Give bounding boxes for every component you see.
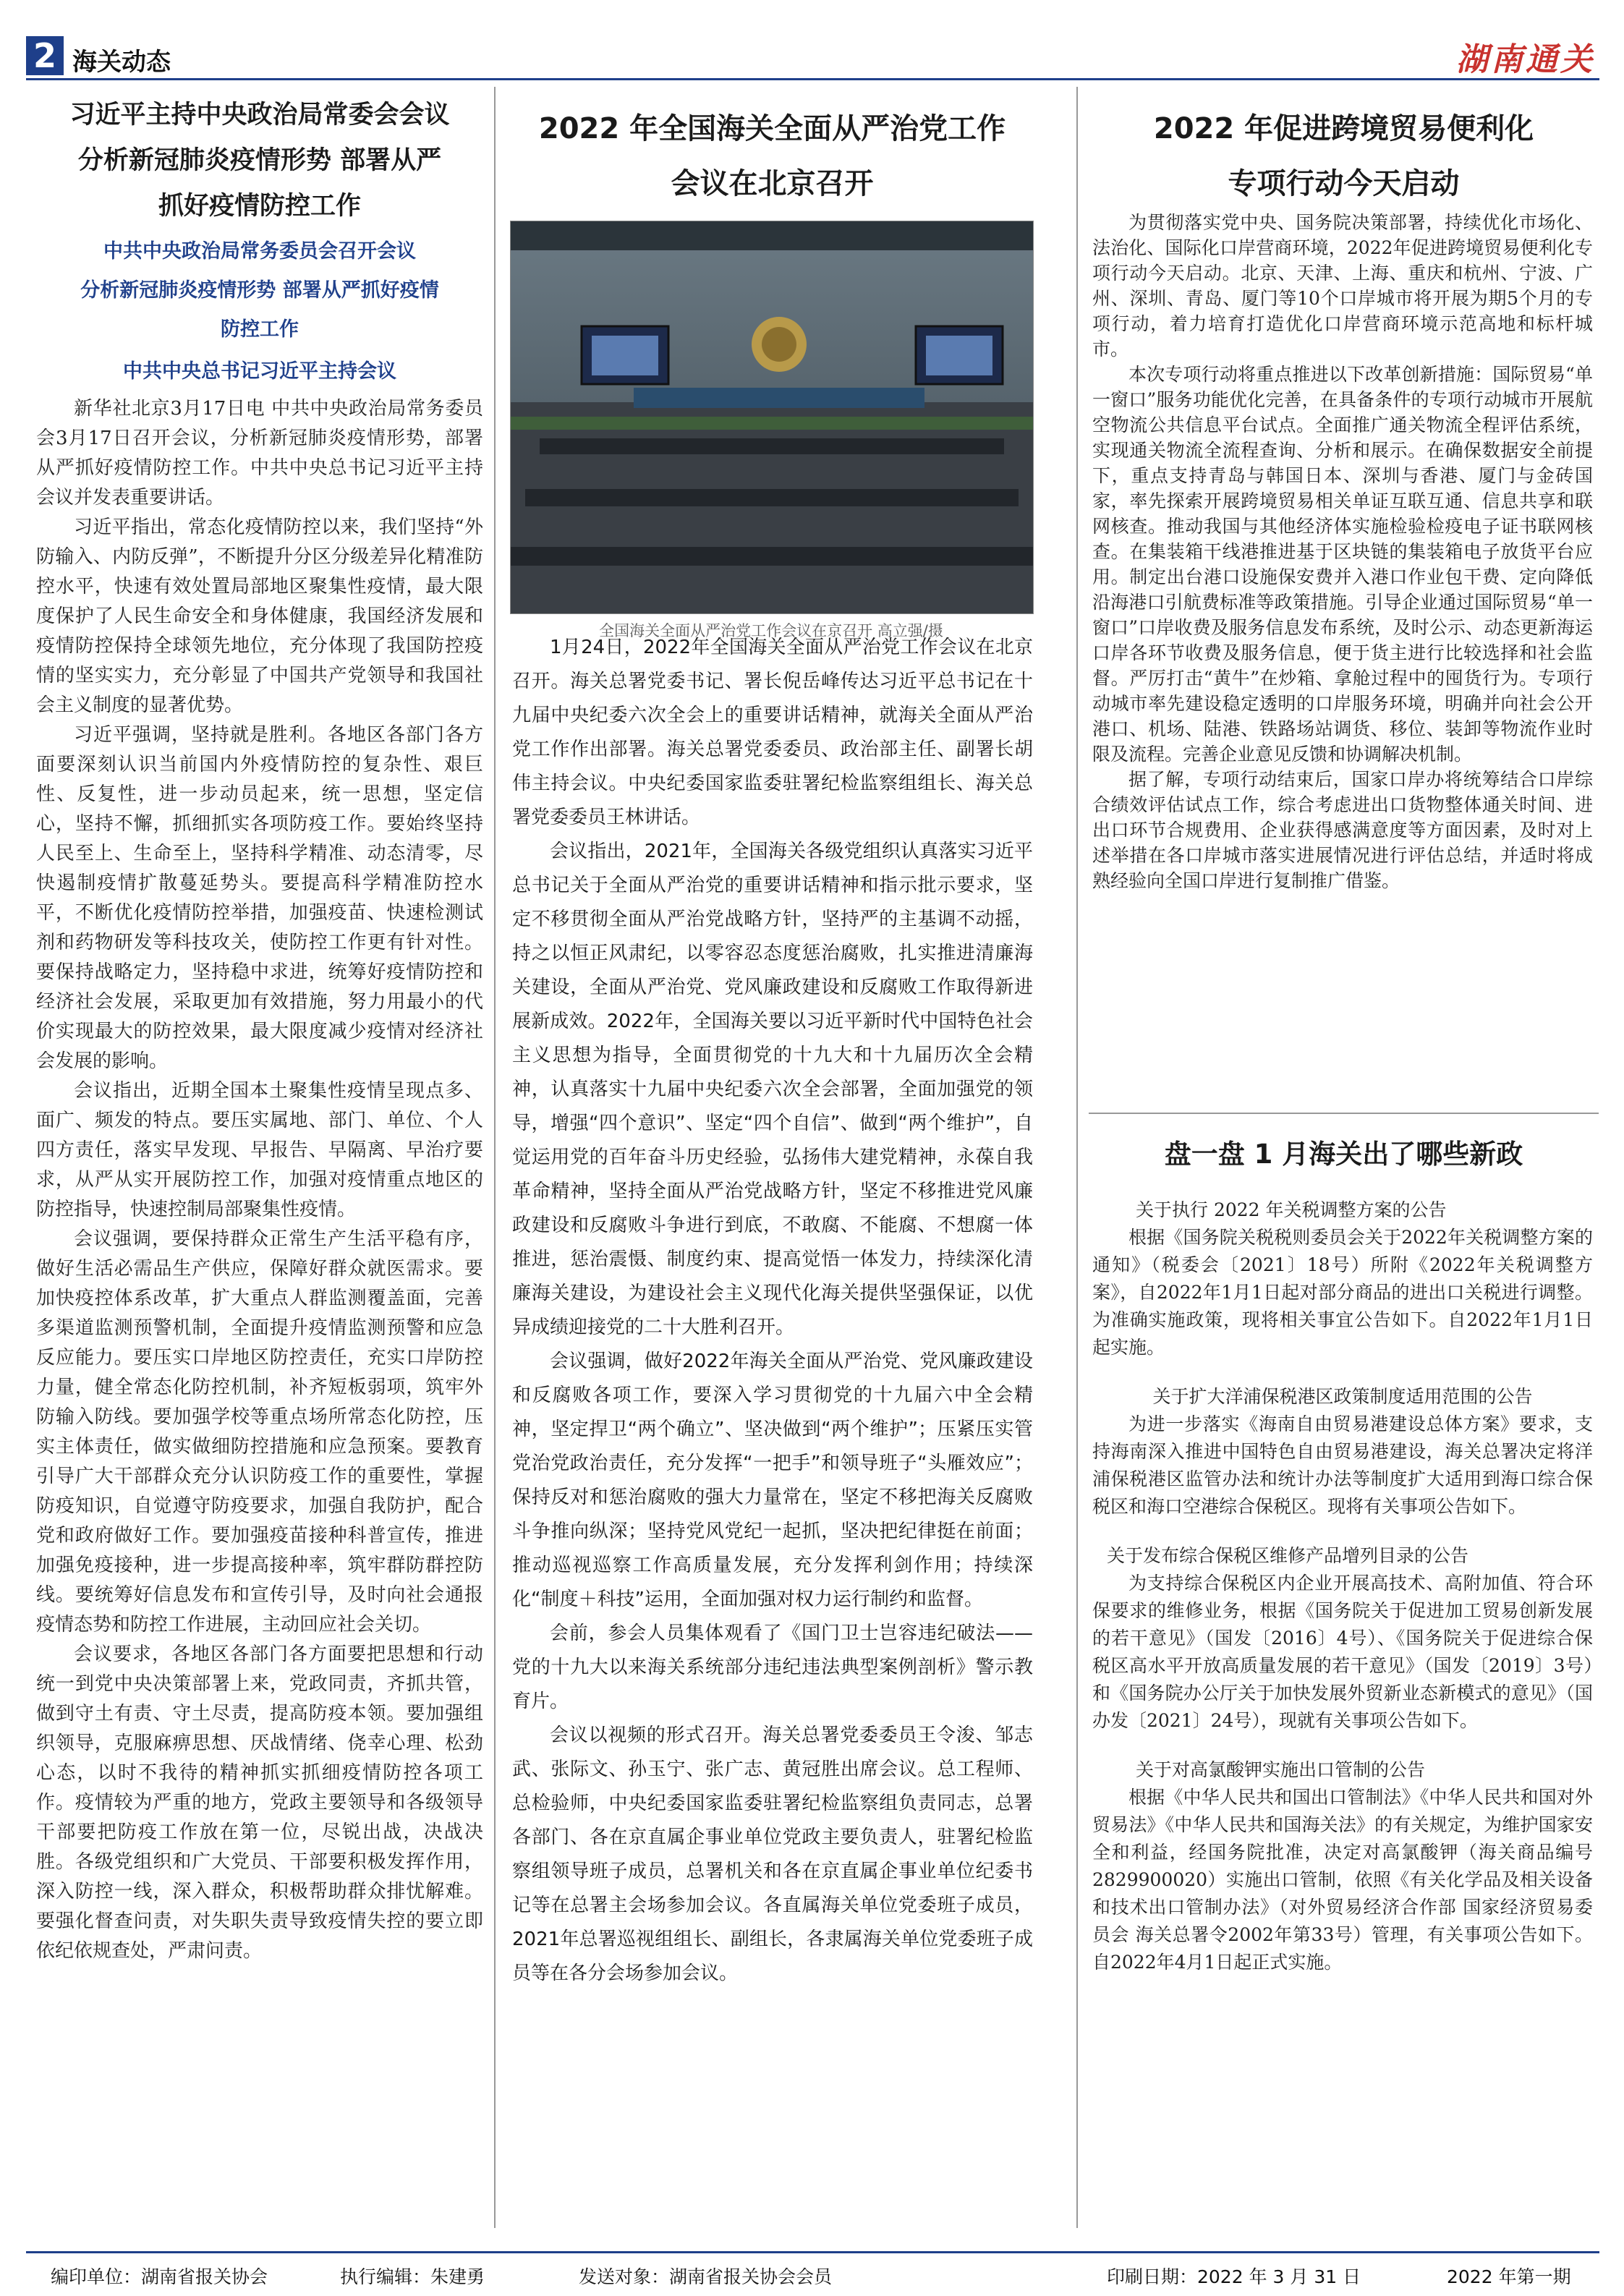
paragraph: 会议以视频的形式召开。海关总署党委委员王令浚、邹志武、张际文、孙玉宁、张广志、黄冠胜出席会议。总工程师、总检验师，中央纪委国家监委驻署纪检监察组负责同志，总署各部门、各在京直属企事业单位党政主要负责人，驻署纪检监察组领导班子成员，总署机关和各在京直属企事业单位纪委书记等在总署主会场参加会议。各直属海关单位党委班子成员，2021年总署巡视组组长、副组长，各隶属海关单位党委班子成员等在各分会场参加会议。: [512, 1725, 1033, 1984]
subhead-line: 中共中央总书记习近平主持会议: [123, 360, 396, 383]
paragraph: 1月24日，2022年全国海关全面从严治党工作会议在北京召开。海关总署党委书记、署长倪岳峰传达习近平总书记在十九届中央纪委六次全会上的重要讲话精神，就海关全面从严治党工作作出部署。海关总署党委委员、政治部主任、副署长胡伟主持会议。中央纪委国家监委驻署纪检监察组组长、海关总署党委委员王林讲话。: [512, 637, 1033, 828]
paragraph: 新华社北京3月17日电 中共中央政治局常务委员会3月17日召开会议，分析新冠肺炎疫情形势，部署从严抓好疫情防控工作。中共中央总书记习近平主持会议并发表重要讲话。: [36, 398, 483, 509]
headline-line: 习近平主持中央政治局常委会会议: [69, 101, 450, 129]
col1-subhead: [36, 232, 483, 391]
paragraph: 本次专项行动将重点推进以下改革创新措施：国际贸易“单一窗口”服务功能优化完善，在具备条件的专项行动城市开展航空物流公共信息平台试点。全面推广通关物流全程评估系统，实现通关物流全流程查询、分析和展示。在确保数据安全前提下，重点支持青岛与韩国日本、深圳与香港、厦门与金砖国家，率先探索开展跨境贸易相关单证互联互通、信息共享和联网核查。推动我国与其他经济体实施检验检疫电子证书联网核查。在集装箱干线港推进基于区块链的集装箱电子放货平台应用。制定出台港口设施保安费并入港口作业包干费、定向降低沿海港口引航费标准等政策措施。引导企业通过国际贸易“单一窗口”口岸收费及服务信息发布系统，及时公示、动态更新海运口岸各环节收费及服务信息，便于货主进行比较选择和社会监督。严厉打击“黄牛”在炒箱、拿舱过程中的囤货行为。专项行动城市率先建设稳定透明的口岸服务环境，明确并向社会公开港口、机场、陆港、铁路场站调货、移位、装卸等物流作业时限及流程。完善企业意见反馈和协调解决机制。: [1092, 364, 1593, 765]
headline-line: 专项行动今天启动: [1228, 167, 1460, 200]
paragraph: 会议要求，各地区各部门各方面要把思想和行动统一到党中央决策部署上来，党政同责，齐抓共管，做到守土有责、守土尽责，提高防疫本领。要加强组织领导，克服麻痹思想、厌战情绪、侥幸心理、松劲心态，以时不我待的精神抓实抓细疫情防控各项工作。疫情较为严重的地方，党政主要领导和各级领导干部要把防疫工作放在第一位，尽锐出战，决战决胜。各级党组织和广大党员、干部要积极发挥作用，深入防控一线，深入群众，积极帮助群众排忧解难。要强化督查问责，对失职失责导致疫情失控的要立即依纪依规查处，严肃问责。: [36, 1644, 483, 1962]
section-title: 海关动态: [72, 48, 171, 77]
header-bar: [26, 39, 1599, 80]
notice-item: [1092, 1196, 1593, 1361]
footer-print-date: 印刷日期：2022 年 3 月 31 日: [1107, 2266, 1361, 2287]
photo-caption: 全国海关全面从严治党工作会议在京召开 高立强/摄: [599, 622, 943, 639]
paragraph: 为贯彻落实党中央、国务院决策部署，持续优化市场化、法治化、国际化口岸营商环境，2022年促进跨境贸易便利化专项行动今天启动。北京、天津、上海、重庆和杭州、宁波、广州、深圳、青岛、厦门等10个口岸城市将开展为期5个月的专项行动，着力培育打造优化口岸营商环境示范高地和标杆城市。: [1092, 212, 1593, 360]
column-divider-left: [494, 87, 496, 2228]
col2-headline: [506, 101, 1038, 211]
headline-line: 抓好疫情防控工作: [158, 192, 361, 221]
footer-issue: 2022 年第一期: [1447, 2266, 1571, 2287]
notice-body: 根据《国务院关税税则委员会关于2022年关税调整方案的通知》（税委会〔2021〕18号）所附《2022年关税调整方案》，自2022年1月1日起对部分商品的进出口关税进行调整。为准确实施政策，现将相关事宜公告如下。自2022年1月1日起实施。: [1092, 1227, 1593, 1358]
notice-title: 关于发布综合保税区维修产品增列目录的公告: [1107, 1545, 1469, 1566]
footer-rule: [26, 2251, 1599, 2253]
footer-publisher: 编印单位：湖南省报关协会: [51, 2266, 268, 2287]
notice-body: 根据《中华人民共和国出口管制法》《中华人民共和国对外贸易法》《中华人民共和国海关法》的有关规定，为维护国家安全和利益，经国务院批准，决定对高氯酸钾（海关商品编号2829900020）实施出口管制，依照《有关化学品及相关设备和技术出口管制办法》（对外贸易经济合作部 国家经济贸易委员会 海关总署令2002年第33号）管理，有关事项公告如下。自2022年4月1日起正式实施。: [1092, 1787, 1593, 1973]
notice-title: 关于对高氯酸钾实施出口管制的公告: [1136, 1759, 1426, 1780]
paragraph: 习近平指出，常态化疫情防控以来，我们坚持“外防输入、内防反弹”，不断提升分区分级差异化精准防控水平，快速有效处置局部地区聚集性疫情，最大限度保护了人民生命安全和身体健康，我国经济发展和疫情防控保持全球领先地位，充分体现了我国防控疫情的坚实实力，充分彰显了中国共产党领导和我国社会主义制度的显著优势。: [36, 516, 483, 716]
subhead-line: 分析新冠肺炎疫情形势 部署从严抓好疫情: [80, 279, 439, 302]
paragraph: 会议指出，2021年，全国海关各级党组织认真落实习近平总书记关于全面从严治党的重要讲话精神和指示批示要求，坚定不移贯彻全面从严治党战略方针，坚持严的主基调不动摇，持之以恒正风肃纪，以零容忍态度惩治腐败，扎实推进清廉海关建设，全面从严治党、党风廉政建设和反腐败工作取得新进展新成效。2022年，全国海关要以习近平新时代中国特色社会主义思想为指导，全面贯彻党的十九大和十九届历次全会精神，认真落实十九届中央纪委六次全会部署，全面加强党的领导，增强“四个意识”、坚定“四个自信”、做到“两个维护”，自觉运用党的百年奋斗历史经验，弘扬伟大建党精神，永葆自我革命精神，坚持全面从严治党战略方针，坚定不移推进党风廉政建设和反腐败斗争进行到底，不敢腐、不能腐、不想腐一体推进，惩治震慑、制度约束、提高觉悟一体发力，持续深化清廉海关建设，为建设社会主义现代化海关提供坚强保证，以优异成绩迎接党的二十大胜利召开。: [512, 841, 1033, 1338]
paragraph: 会前，参会人员集体观看了《国门卫士岂容违纪破法——党的十九大以来海关系统部分违纪违法典型案例剖析》警示教育片。: [512, 1623, 1033, 1712]
footer-editor: 执行编辑：朱建勇: [340, 2266, 485, 2287]
subhead-line: 中共中央政治局常务委员会召开会议: [103, 240, 416, 263]
paragraph: 会议强调，要保持群众正常生产生活平稳有序，做好生活必需品生产供应，保障好群众就医需求。要加快疫控体系改革，扩大重点人群监测覆盖面，完善多渠道监测预警机制，全面提升疫情监测预警和应急反应能力。要压实口岸地区防控责任，充实口岸防控力量，健全常态化防控机制，补齐短板弱项，筑牢外防输入防线。要加强学校等重点场所常态化防控，压实主体责任，做实做细防控措施和应急预案。要教育引导广大干部群众充分认识防疫工作的重要性，掌握防疫知识，自觉遵守防疫要求，加强自我防护，配合党和政府做好工作。要加强疫苗接种科普宣传，推进加强免疫接种，进一步提高接种率，筑牢群防群控防线。要统筹好信息发布和宣传引导，及时向社会通报疫情态势和防控工作进展，主动回应社会关切。: [36, 1228, 483, 1636]
section-divider: [1089, 1113, 1599, 1114]
headline-line: 2022 年促进跨境贸易便利化: [1153, 112, 1534, 145]
col2-body: [512, 631, 1033, 1991]
news-headline: 盘一盘 1 月海关出了哪些新政: [1164, 1139, 1523, 1170]
notice-body: 为支持综合保税区内企业开展高技术、高附加值、符合环保要求的维修业务，根据《国务院关于促进加工贸易创新发展的若干意见》（国发〔2016〕4号）、《国务院关于促进综合保税区高水平开放高质量发展的若干意见》（国发〔2019〕3号）和《国务院办公厅关于加快发展外贸新业态新模式的意见》（国办发〔2021〕24号），现就有关事项公告如下。: [1092, 1573, 1593, 1731]
headline-line: 会议在北京召开: [671, 167, 874, 200]
notice-title: 关于扩大洋浦保税港区政策制度适用范围的公告: [1152, 1386, 1533, 1407]
col1-body: [36, 394, 483, 1966]
notice-item: [1092, 1756, 1593, 1976]
notice-body: 为进一步落实《海南自由贸易港建设总体方案》要求，支持海南深入推进中国特色自由贸易港建设，海关总署决定将洋浦保税港区监管办法和统计办法等制度扩大适用到海口综合保税区和海口空港综合保税区。现将有关事项公告如下。: [1092, 1413, 1593, 1517]
notice-title: 关于执行 2022 年关税调整方案的公告: [1136, 1199, 1447, 1220]
col1-headline: [36, 93, 483, 229]
page-number: 2: [26, 36, 64, 75]
paragraph: 习近平强调，坚持就是胜利。各地区各部门各方面要深刻认识当前国内外疫情防控的复杂性、艰巨性、反复性，进一步动员起来，统一思想，坚定信心，坚持不懈，抓细抓实各项防疫工作。要始终坚持人民至上、生命至上，坚持科学精准、动态清零，尽快遏制疫情扩散蔓延势头。要提高科学精准防控水平，不断优化疫情防控举措，加强疫苗、快速检测试剂和药物研发等科技攻关，使防控工作更有针对性。要保持战略定力，坚持稳中求进，统筹好疫情防控和经济社会发展，采取更加有效措施，努力用最小的代价实现最大的防控效果，最大限度减少疫情对经济社会发展的影响。: [36, 724, 483, 1072]
footer-recipients: 发送对象：湖南省报关协会会员: [579, 2266, 833, 2287]
headline-line: 分析新冠肺炎疫情形势 部署从严: [77, 146, 442, 175]
meeting-photo: [510, 221, 1034, 614]
notice-item: [1092, 1542, 1593, 1735]
col3-body: [1092, 210, 1593, 893]
col1-article: [36, 93, 483, 1966]
notice-item: [1092, 1383, 1593, 1521]
notice-list: [1092, 1196, 1593, 1976]
meeting-photo-illustration: [511, 221, 1033, 613]
subhead-line: 防控工作: [221, 318, 299, 341]
brand-logo: 湖南通关: [1456, 41, 1595, 78]
headline-line: 2022 年全国海关全面从严治党工作: [538, 112, 1006, 145]
column-divider-right: [1076, 87, 1078, 2228]
paragraph: 会议强调，做好2022年海关全面从严治党、党风廉政建设和反腐败各项工作，要深入学习贯彻党的十九届六中全会精神，坚定捍卫“两个确立”、坚决做到“两个维护”；压紧压实管党治党政治责任，充分发挥“一把手”和领导班子“头雁效应”；保持反对和惩治腐败的强大力量常在，坚定不移把海关反腐败斗争推向纵深；坚持党风党纪一起抓，坚决把纪律挺在前面；推动巡视巡察工作高质量发展，充分发挥利剑作用；持续深化“制度＋科技”运用，全面加强对权力运行制约和监督。: [512, 1351, 1033, 1610]
paragraph: 据了解，专项行动结束后，国家口岸办将统筹结合口岸综合绩效评估试点工作，综合考虑进出口货物整体通关时间、进出口环节合规费用、企业获得感满意度等方面因素，及时对上述举措在各口岸城市落实进展情况进行评估总结，并适时将成熟经验向全国口岸进行复制推广借鉴。: [1092, 769, 1593, 891]
col3-headline: [1089, 101, 1599, 211]
paragraph: 会议指出，近期全国本土聚集性疫情呈现点多、面广、频发的特点。要压实属地、部门、单位、个人四方责任，落实早发现、早报告、早隔离、早治疗要求，从严从实开展防控工作，加强对疫情重点地区的防控指导，快速控制局部聚集性疫情。: [36, 1080, 483, 1220]
